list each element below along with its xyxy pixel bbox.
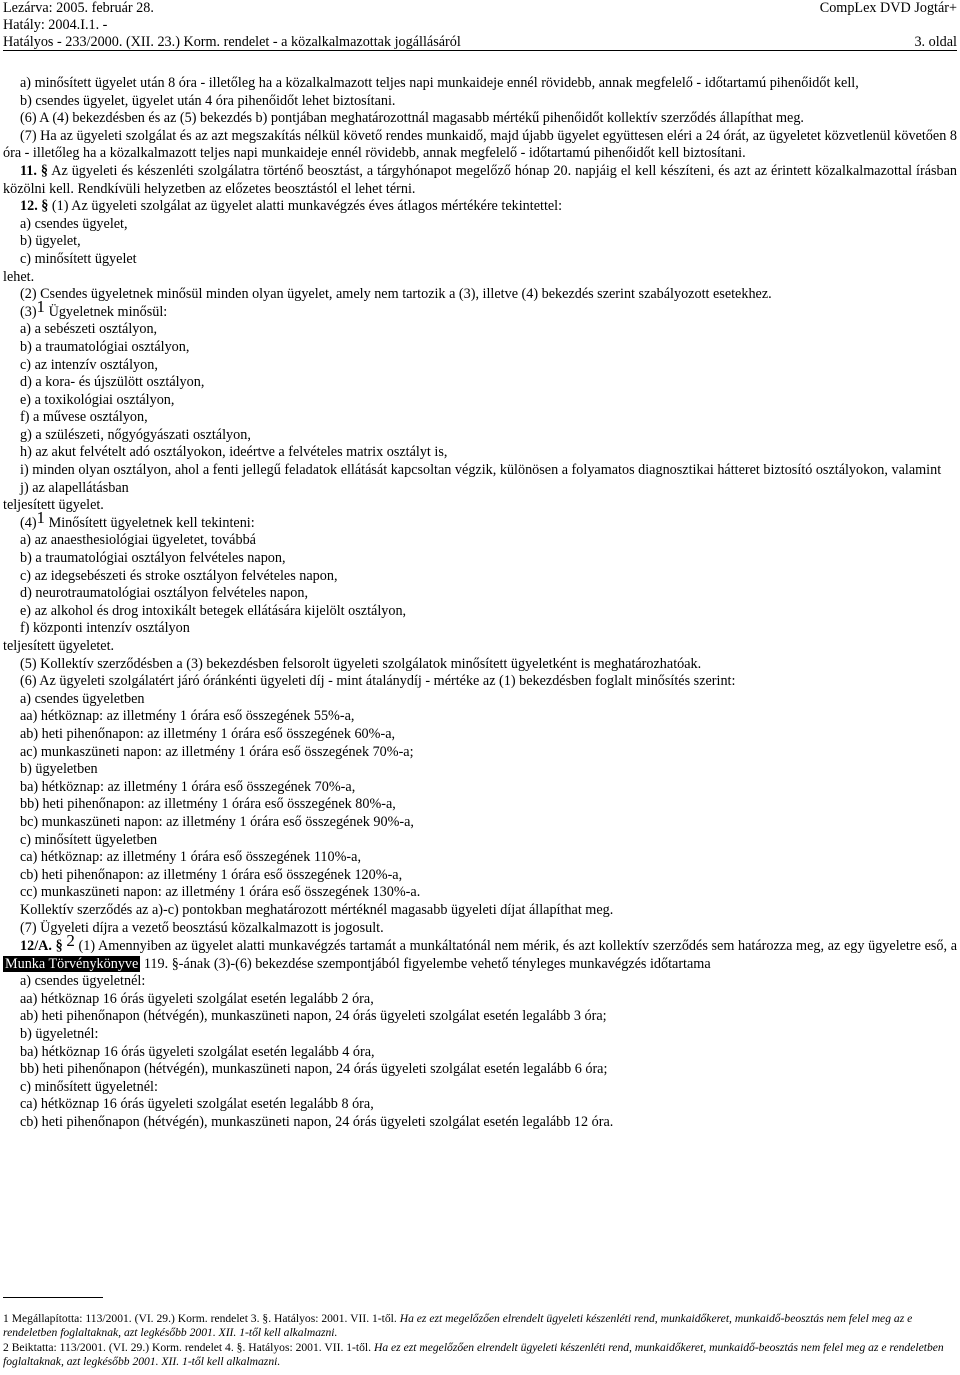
paragraph: lehet. xyxy=(3,268,35,285)
section-text: Az ügyeleti és készenléti szolgálatra történő beosztást, a tárgyhónapot megelőző hónap 20. napjáig el kell készíteni, és azt az érintett közalkalmazottal írásban közölni kell. Rendkívüli helyzetben az előzetes beosztástól el lehet térni. xyxy=(3,162,958,197)
list-item: a) csendes ügyeletnél: xyxy=(20,973,146,990)
footnote-ref[interactable]: 2 xyxy=(66,931,75,951)
list-item: d) a kora- és újszülött osztályon, xyxy=(20,374,205,391)
list-item: f) a művese osztályon, xyxy=(20,409,148,426)
list-item: ab) heti pihenőnapon: az illetmény 1 órára eső összegének 60%-a, xyxy=(20,725,396,742)
list-item: e) a toxikológiai osztályon, xyxy=(20,391,175,408)
footnote-lead: 2 Beiktatta: 113/2001. (VI. 29.) Korm. rendelet 4. §. Hatályos: 2001. VII. 1-től. xyxy=(3,1340,372,1354)
list-qualified xyxy=(3,532,957,638)
paragraph-text: Ügyeletnek minősül: xyxy=(48,303,168,320)
list-fees xyxy=(3,691,957,937)
section-11 xyxy=(3,163,957,198)
list-item: Kollektív szerződés az a)-c) pontokban meghatározott mértéknél magasabb ügyeleti díjat állapíthat meg. xyxy=(20,901,614,918)
list-item: ba) hétköznap 16 órás ügyeleti szolgálat esetén legalább 4 óra, xyxy=(20,1043,375,1060)
list-item: b) ügyeletnél: xyxy=(20,1026,99,1043)
list-item: c) minősített ügyelet xyxy=(20,250,137,267)
footnote-ref[interactable]: 1 xyxy=(36,507,46,527)
paragraph: teljesített ügyelet. xyxy=(3,497,104,514)
list-item: b) a traumatológiai osztályon, xyxy=(20,338,190,355)
paragraph: b) csendes ügyelet, ügyelet után 4 óra pihenőidőt lehet biztosítani. xyxy=(20,92,396,109)
highlighted-term[interactable]: Munka Törvénykönyve xyxy=(5,955,139,972)
section-number: 12. § xyxy=(20,198,49,215)
header-document-title: Hatályos - 233/2000. (XII. 23.) Korm. rendelet - a közalkalmazottak jogállásáról xyxy=(3,34,461,50)
section-text: (1) Amennyiben az ügyelet alatti munkavégzés tartamát a munkáltatónál nem mérik, és azt kollektív szerződés sem határozza meg, az egy ügyeletre eső, a xyxy=(78,938,957,955)
footnote-2 xyxy=(3,1341,957,1370)
list-item: aa) hétköznap 16 órás ügyeleti szolgálat esetén legalább 2 óra, xyxy=(20,990,374,1007)
list-item: h) az akut felvételt adó osztályokon, ideértve a felvételes matrix osztályt is, xyxy=(20,444,448,461)
section-12 xyxy=(3,198,957,216)
list-item: c) minősített ügyeletben xyxy=(20,831,158,848)
list-item: c) az idegsebészeti és stroke osztályon felvételes napon, xyxy=(20,567,338,584)
section-number: 11. § xyxy=(20,162,49,179)
header-right xyxy=(820,0,957,51)
list-item: ca) hétköznap 16 órás ügyeleti szolgálat esetén legalább 8 óra, xyxy=(20,1096,374,1113)
paragraph: (7) Ha az ügyeleti szolgálat és az azt megszakítás nélkül követő rendes munkaidő, majd újabb ügyelet együttesen eléri a 24 órát, az ügyeletet közvetlenül követően 8 óra - illetőleg ha a közalkalmazott teljes napi munkaideje ennél rövidebb, annak megfelelő - időtartamú pihenőidőt kell biztosítani. xyxy=(3,127,957,162)
list-item: bb) heti pihenőnapon (hétvégén), munkaszüneti napon, 24 órás ügyeleti szolgálat esetén legalább 6 óra; xyxy=(20,1061,608,1078)
list-item: cc) munkaszüneti napon: az illetmény 1 órára eső összegének 130%-a. xyxy=(20,884,421,901)
list-item: a) csendes ügyelet, xyxy=(20,215,128,232)
list-item: a) csendes ügyeletben xyxy=(20,690,145,707)
footnote-lead: 1 Megállapította: 113/2001. (VI. 29.) Korm. rendelet 3. §. Hatályos: 2001. VII. 1-től. xyxy=(3,1312,397,1325)
list-item: c) minősített ügyeletnél: xyxy=(20,1078,158,1095)
list-item: ac) munkaszüneti napon: az illetmény 1 órára eső összegének 70%-a; xyxy=(20,743,414,760)
section-12a xyxy=(3,931,957,973)
list-item: g) a szülészeti, nőgyógyászati osztályon, xyxy=(20,426,251,443)
list-qualification xyxy=(3,216,957,269)
list-item: i) minden olyan osztályon, ahol a fenti jellegű feladatok ellátását kapcsoltan végzik, különösen a folyamatos diagnosztikai hátteret biztosító osztályokon, valamint xyxy=(20,462,942,479)
list-item: a) a sebészeti osztályon, xyxy=(20,321,158,338)
list-item: a) az anaesthesiológiai ügyeletet, továbbá xyxy=(20,532,256,549)
footnote-1 xyxy=(3,1312,957,1341)
header-rule xyxy=(3,50,957,51)
list-item: cb) heti pihenőnapon (hétvégén), munkaszüneti napon, 24 órás ügyeleti szolgálat esetén legalább 12 óra. xyxy=(20,1114,614,1131)
list-item: bb) heti pihenőnapon: az illetmény 1 órára eső összegének 80%-a, xyxy=(20,796,396,813)
paragraph-text: Minősített ügyeletnek kell tekinteni: xyxy=(48,514,255,531)
list-worktime xyxy=(3,973,957,1131)
list-item: (7) Ügyeleti díjra a vezető beosztású közalkalmazott is jogosult. xyxy=(20,919,384,936)
list-item: ba) hétköznap: az illetmény 1 órára eső összegének 70%-a, xyxy=(20,778,356,795)
paragraph: teljesített ügyeletet. xyxy=(3,638,115,654)
paragraph: a) minősített ügyelet után 8 óra - illetőleg ha a közalkalmazott teljes napi munkaideje ennél rövidebb, annak megfelelő - időtartamú pihenőidőt kell, xyxy=(20,75,859,91)
page-header xyxy=(3,0,957,48)
header-page-number: 3. oldal xyxy=(914,34,957,50)
section-text: 119. §-ának (3)-(6) bekezdése szempontjából figyelembe vehető tényleges munkavégzés időtartama xyxy=(143,955,711,972)
footnote-note: Ha ez ezt megelőzően elrendelt ügyeleti készenléti rend, munkaidőkeret, munkaidő-beosztás nem felel meg az e rendeletben foglaltaknak, azt legkésőbb 2001. XII. 1-től kell alkalmazni. xyxy=(3,1340,944,1369)
paragraph: (2) Csendes ügyeletnek minősül minden olyan ügyelet, amely nem tartozik a (3), illetve (4) bekezdés szerint szabályozott esetekhez. xyxy=(20,286,772,303)
list-item: f) központi intenzív osztályon xyxy=(20,620,190,637)
header-left xyxy=(3,0,461,51)
header-closed-date: Lezárva: 2005. február 28. xyxy=(3,0,154,16)
list-item: cb) heti pihenőnapon: az illetmény 1 órára eső összegének 120%-a, xyxy=(20,866,403,883)
footnote-ref[interactable]: 1 xyxy=(36,296,46,316)
footnote-note: Ha ez ezt megelőzően elrendelt ügyeleti készenléti rend, munkaidőkeret, munkaidő-beosztás nem felel meg az e rendeletben foglaltaknak, azt legkésőbb 2001. XII. 1-től kell alkalmazni. xyxy=(3,1312,913,1340)
header-effect: Hatály: 2004.I.1. - xyxy=(3,17,108,33)
subsection-label: (4) xyxy=(20,514,37,531)
list-item: e) az alkohol és drog intoxikált betegek ellátására kijelölt osztályon, xyxy=(20,602,407,619)
paragraph xyxy=(3,507,957,533)
footnote-rule xyxy=(3,1297,103,1298)
list-item: bc) munkaszüneti napon: az illetmény 1 órára eső összegének 90%-a, xyxy=(20,813,414,830)
list-item: d) neurotraumatológiai osztályon felvételes napon, xyxy=(20,585,308,602)
paragraph xyxy=(3,296,957,322)
document-body xyxy=(3,75,957,1132)
list-item: b) a traumatológiai osztályon felvételes napon, xyxy=(20,550,286,567)
paragraph: (6) A (4) bekezdésben és az (5) bekezdés b) pontjában meghatározottnál magasabb mértékű pihenőidőt kollektív szerződés állapíthat meg. xyxy=(20,110,804,127)
section-text: (1) Az ügyeleti szolgálat az ügyelet alatti munkavégzés éves átlagos mértékére tekintettel: xyxy=(51,198,563,215)
list-item: ca) hétköznap: az illetmény 1 órára eső összegének 110%-a, xyxy=(20,849,362,866)
list-item: aa) hétköznap: az illetmény 1 órára eső összegének 55%-a, xyxy=(20,708,355,725)
list-item: ab) heti pihenőnapon (hétvégén), munkaszüneti napon, 24 órás ügyeleti szolgálat esetén legalább 3 óra; xyxy=(20,1008,607,1025)
subsection-label: (3) xyxy=(20,303,37,320)
section-number: 12/A. § xyxy=(20,938,63,955)
list-item: b) ügyeletben xyxy=(20,761,98,778)
list-item: b) ügyelet, xyxy=(20,233,81,250)
header-product: CompLex DVD Jogtár+ xyxy=(819,0,957,16)
paragraph: (6) Az ügyeleti szolgálatért járó óránkénti ügyeleti díj - mint átalánydíj - mértéke az (1) bekezdésben foglalt minősítés szerint: xyxy=(20,673,736,690)
list-item: c) az intenzív osztályon, xyxy=(20,356,158,373)
list-item: j) az alapellátásban xyxy=(20,479,129,496)
footnotes xyxy=(3,1312,957,1370)
paragraph: (5) Kollektív szerződésben a (3) bekezdésben felsorolt ügyeleti szolgálatok minősített ügyeletként is meghatározhatóak. xyxy=(20,655,702,672)
list-departments xyxy=(3,321,957,462)
